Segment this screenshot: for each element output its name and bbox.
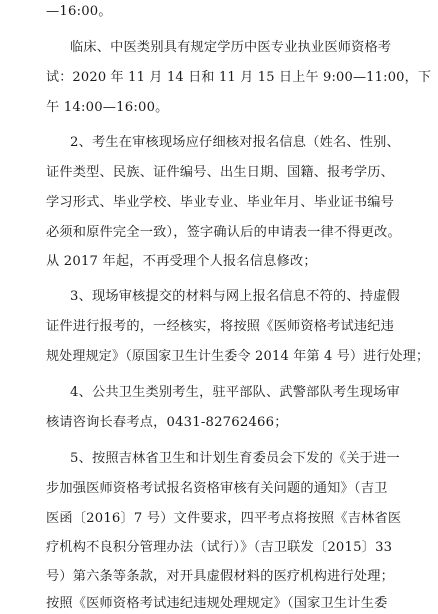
text-line-3: 试：2020 年 11 月 14 日和 11 月 15 日上午 9:00—11:00，下 [46,70,432,85]
text-line-8: 必须和原件完全一致），签字确认后的申请表一律不得更改。 [46,225,401,240]
text-line-20: 按照《医师资格考试违纪违规处理规定》（国家卫生计生委 [46,596,388,611]
text-line-18: 疗机构不良积分管理办法（试行）》（吉卫联发〔2015〕33 [46,540,393,555]
text-line-5: 2、考生在审核现场应仔细核对报名信息（姓名、性别、 [70,135,400,150]
text-line-7: 学习形式、毕业学校、毕业专业、毕业年月、毕业证书编号 [46,195,395,210]
text-line-4: 午 14:00—16:00。 [46,100,169,115]
text-line-11: 证件进行报考的，一经核实，将按照《医师资格考试违纪违 [46,319,395,334]
text-line-10: 3、现场审核提交的材料与网上报名信息不符的、持虚假 [70,289,400,304]
text-line-2: 临床、中医类别具有规定学历中医专业执业医师资格考 [70,40,392,55]
text-line-1: —16:00。 [46,4,112,19]
text-line-6: 证件类型、民族、证件编号、出生日期、国籍、报考学历、 [46,165,395,180]
text-line-14: 核请咨询长春考点，0431-82762466； [46,415,288,430]
text-line-13: 4、公共卫生类别考生，驻平部队、武警部队考生现场审 [70,385,400,400]
text-line-9: 从 2017 年起，不再受理个人报名信息修改； [46,254,317,269]
text-line-17: 医函〔2016〕7 号）文件要求，四平考点将按照《吉林省医 [46,511,402,526]
text-line-19: 号）第六条等条款，对开具虚假材料的医疗机构进行处理； [46,569,395,584]
text-line-12: 规处理规定》（原国家卫生计生委令 2014 年第 4 号）进行处理； [46,349,430,364]
text-line-15: 5、按照吉林省卫生和计划生育委员会下发的《关于进一 [70,451,400,466]
text-line-16: 步加强医师资格考试报名资格审核有关问题的通知》（吉卫 [46,481,388,496]
